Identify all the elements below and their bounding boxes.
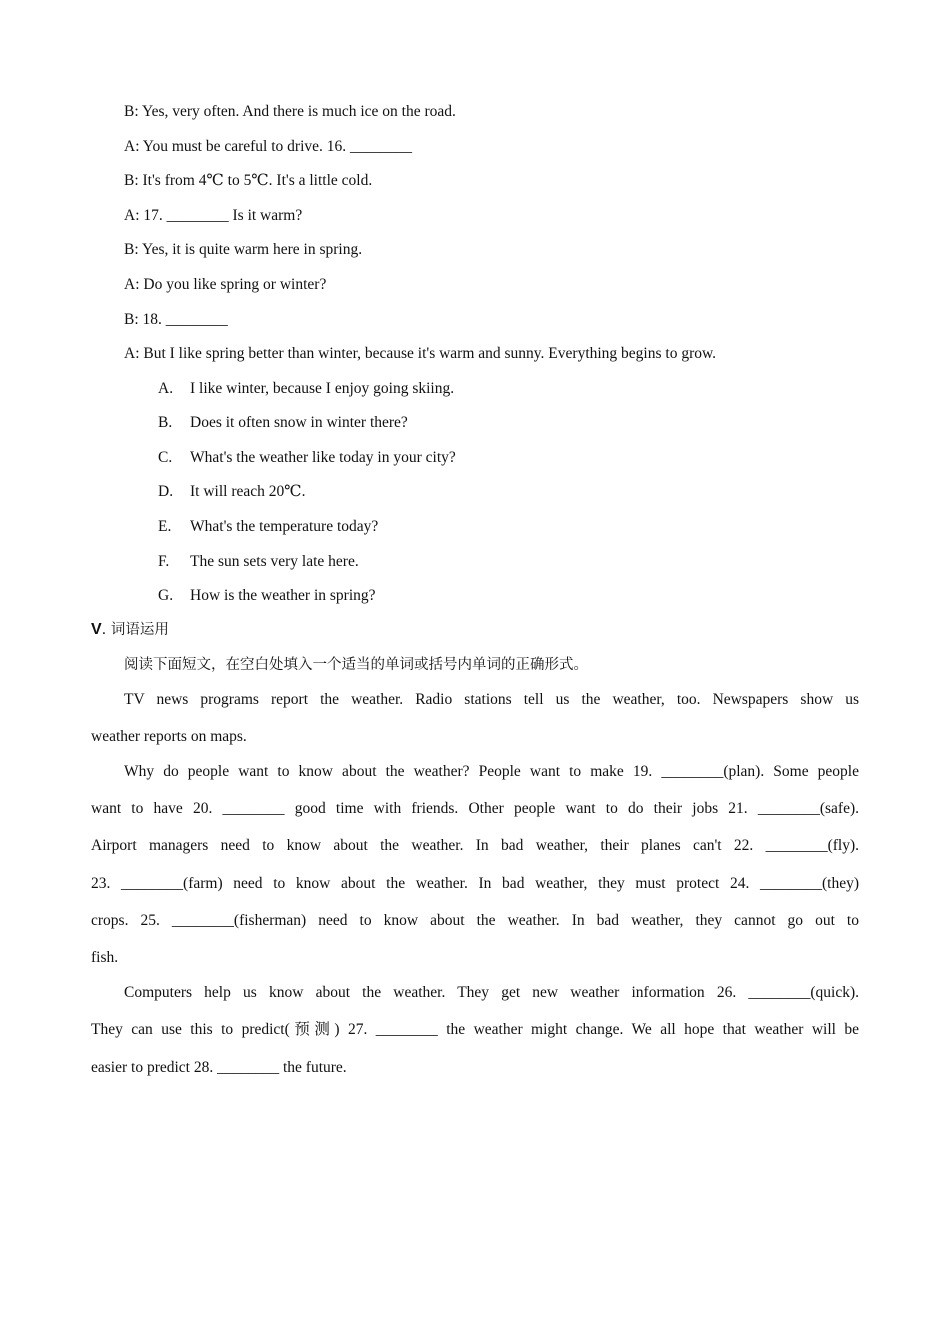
- section-title: . 词语运用: [101, 622, 169, 638]
- option-letter: F.: [158, 553, 170, 570]
- section-number: V: [91, 621, 102, 638]
- passage-line: weather reports on maps.: [91, 728, 247, 745]
- passage-line: want to have 20. ________ good time with friends. Other people want to do their jobs 21. ________(safe).: [91, 800, 859, 817]
- option-item: [158, 448, 456, 468]
- passage-line: They can use this to predict(预测) 27. ________ the weather might change. We all hope that weather will be: [91, 1021, 859, 1038]
- option-letter: E.: [158, 518, 172, 535]
- section-instruction: 阅读下面短文，在空白处填入一个适当的单词或括号内单词的正确形式。: [124, 657, 588, 673]
- option-text: I like winter, because I enjoy going skiing.: [190, 380, 455, 397]
- option-item: [158, 413, 408, 433]
- passage-line: Why do people want to know about the weather? People want to make 19. ________(plan). Some people: [124, 763, 859, 780]
- passage-line: fish.: [91, 949, 119, 966]
- option-letter: B.: [158, 414, 173, 431]
- option-letter: G.: [158, 587, 174, 604]
- dialogue-line: B: Yes, very often. And there is much ice on the road.: [124, 103, 456, 120]
- dialogue-line: B: It's from 4℃ to 5℃. It's a little cold.: [124, 172, 373, 189]
- option-letter: D.: [158, 483, 174, 500]
- section-heading: [91, 620, 169, 640]
- option-item: [158, 379, 454, 399]
- passage-line: crops. 25. ________(fisherman) need to know about the weather. In bad weather, they cannot go out to: [91, 912, 859, 929]
- dialogue-line: B: Yes, it is quite warm here in spring.: [124, 241, 363, 258]
- option-letter: A.: [158, 380, 174, 397]
- option-text: It will reach 20℃.: [190, 483, 306, 500]
- option-letter: C.: [158, 449, 173, 466]
- dialogue-line: A: 17. ________ Is it warm?: [124, 207, 303, 224]
- passage-line: Computers help us know about the weather. They get new weather information 26. ________(quick).: [124, 984, 859, 1001]
- option-text: What's the temperature today?: [190, 518, 379, 535]
- option-item: [158, 586, 376, 606]
- option-item: [158, 552, 359, 572]
- dialogue-line: A: Do you like spring or winter?: [124, 276, 327, 293]
- option-text: What's the weather like today in your city?: [190, 449, 456, 466]
- dialogue-line: B: 18. ________: [124, 311, 228, 328]
- dialogue-line: A: But I like spring better than winter, because it's warm and sunny. Everything begins to grow.: [124, 345, 717, 362]
- option-text: The sun sets very late here.: [190, 553, 359, 570]
- option-item: [158, 517, 378, 537]
- passage-line: 23. ________(farm) need to know about the weather. In bad weather, they must protect 24. ________(they): [91, 875, 859, 892]
- passage-line: Airport managers need to know about the weather. In bad weather, their planes can't 22. ________(fly).: [91, 837, 859, 854]
- passage-line: TV news programs report the weather. Radio stations tell us the weather, too. Newspapers show us: [124, 691, 859, 708]
- option-text: Does it often snow in winter there?: [190, 414, 408, 431]
- option-item: [158, 482, 305, 502]
- option-text: How is the weather in spring?: [190, 587, 376, 604]
- dialogue-line: A: You must be careful to drive. 16. ________: [124, 138, 413, 155]
- passage-line: easier to predict 28. ________ the future.: [91, 1059, 347, 1076]
